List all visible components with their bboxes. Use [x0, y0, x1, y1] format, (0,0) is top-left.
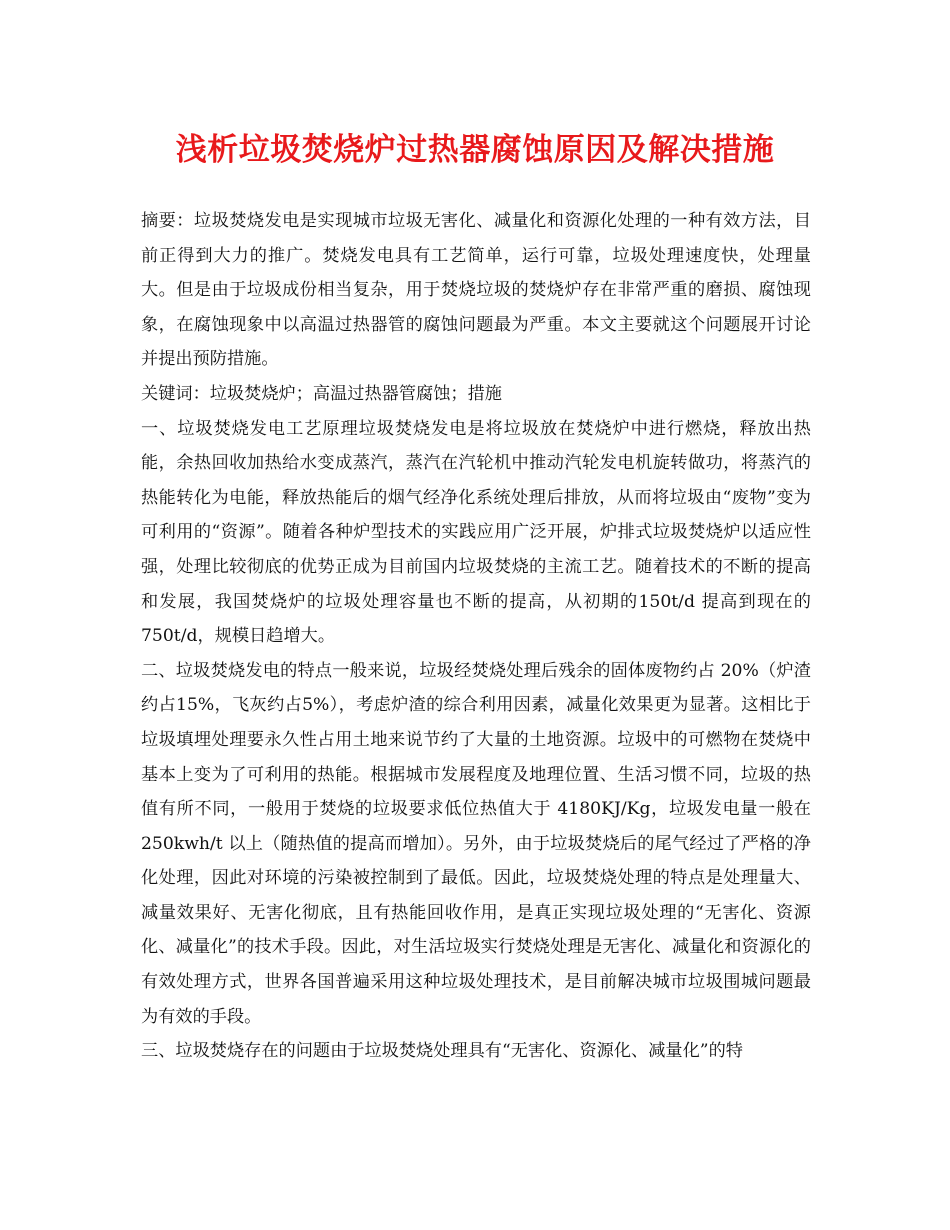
section-3-paragraph: 三、垃圾焚烧存在的问题由于垃圾焚烧处理具有“无害化、资源化、减量化”的特 — [141, 1041, 743, 1062]
abstract-paragraph: 摘要：垃圾焚烧发电是实现城市垃圾无害化、减量化和资源化处理的一种有效方法，目前正得到大力的推广。焚烧发电具有工艺简单，运行可靠，垃圾处理速度快，处理量大。但是由于垃圾成份相当复杂，用于焚烧垃圾的焚烧炉存在非常严重的磨损、腐蚀现象，在腐蚀现象中以高温过热器管的腐蚀问题最为严重。本文主要就这个问题展开讨论并提出预防措施。 — [141, 211, 811, 370]
document-title: 浅析垃圾焚烧炉过热器腐蚀原因及解决措施 — [175, 132, 775, 168]
document-body — [141, 204, 811, 1069]
section-2-paragraph: 二、垃圾焚烧发电的特点一般来说，垃圾经焚烧处理后残余的固体废物约占 20%（炉渣约占15%，飞灰约占5%），考虑炉渣的综合利用因素，减量化效果更为显著。这相比于垃圾填埋处理要永久性占用土地来说节约了大量的土地资源。垃圾中的可燃物在焚烧中基本上变为了可利用的热能。根据城市发展程度及地理位置、生活习惯不同，垃圾的热值有所不同，一般用于焚烧的垃圾要求低位热值大于 4180KJ/Kg，垃圾发电量一般在 250kwh/t 以上（随热值的提高而增加）。另外，由于垃圾焚烧后的尾气经过了严格的净化处理，因此对环境的污染被控制到了最低。因此，垃圾焚烧处理的特点是处理量大、减量效果好、无害化彻底，且有热能回收作用，是真正实现垃圾处理的“无害化、资源化、减量化”的技术手段。因此，对生活垃圾实行焚烧处理是无害化、减量化和资源化的有效处理方式，世界各国普遍采用这种垃圾处理技术，是目前解决城市垃圾围城问题最为有效的手段。 — [141, 660, 811, 1027]
keywords-paragraph: 关键词：垃圾焚烧炉；高温过热器管腐蚀；措施 — [141, 383, 502, 404]
section-1-paragraph: 一、垃圾焚烧发电工艺原理垃圾焚烧发电是将垃圾放在焚烧炉中进行燃烧，释放出热能，余热回收加热给水变成蒸汽，蒸汽在汽轮机中推动汽轮发电机旋转做功，将蒸汽的热能转化为电能，释放热能后的烟气经净化系统处理后排放，从而将垃圾由“废物”变为可利用的“资源”。随着各种炉型技术的实践应用广泛开展，炉排式垃圾焚烧炉以适应性强，处理比较彻底的优势正成为目前国内垃圾焚烧的主流工艺。随着技术的不断的提高和发展，我国焚烧炉的垃圾处理容量也不断的提高，从初期的150t/d 提高到现在的750t/d，规模日趋增大。 — [141, 418, 811, 647]
